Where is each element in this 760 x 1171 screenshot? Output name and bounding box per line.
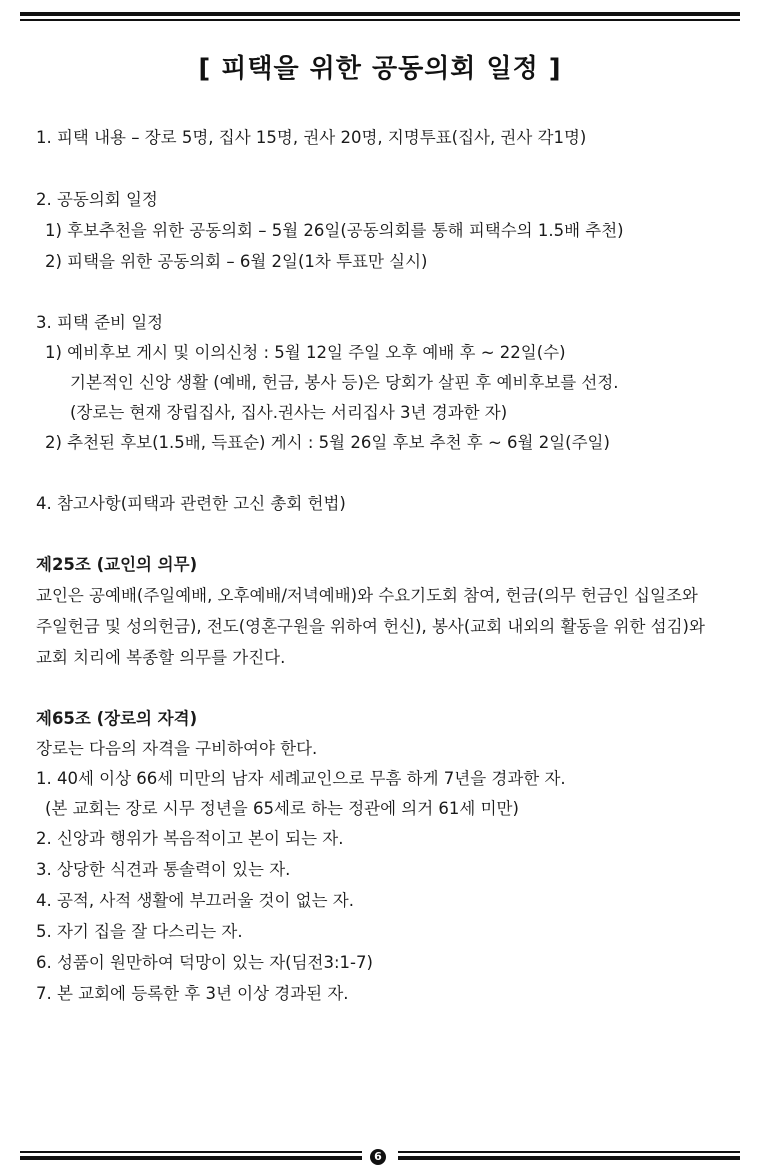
section-3-item-2: 2) 추천된 후보(1.5배, 득표순) 게시 : 5월 26일 후보 추천 후 ~ 6월 2일(주일) — [45, 433, 610, 452]
page-number-badge: 6 — [370, 1149, 386, 1165]
article-65-item-1-note: (본 교회는 장로 시무 정년을 65세로 하는 정관에 의거 61세 미만) — [45, 799, 519, 818]
article-65-item-5: 5. 자기 집을 잘 다스리는 자. — [36, 922, 243, 941]
section-2-heading: 2. 공동의회 일정 — [36, 190, 158, 209]
article-65-item-1: 1. 40세 이상 66세 미만의 남자 세례교인으로 무흠 하게 7년을 경과한 자. — [36, 769, 566, 788]
section-3-item-1-note-1: 기본적인 신앙 생활 (예배, 헌금, 봉사 등)은 당회가 살핀 후 예비후보를 선정. — [70, 373, 619, 392]
section-4: 4. 참고사항(피택과 관련한 고신 총회 헌법) — [36, 494, 346, 513]
section-3-item-1-note-2: (장로는 현재 장립집사, 집사.권사는 서리집사 3년 경과한 자) — [70, 403, 508, 422]
article-25-heading: 제25조 (교인의 의무) — [36, 555, 198, 574]
article-25-line-1: 교인은 공예배(주일예배, 오후예배/저녁예배)와 수요기도회 참여, 헌금(의무 헌금인 십일조와 — [36, 586, 698, 605]
footer-rule-left — [20, 1151, 362, 1153]
section-3-item-1: 1) 예비후보 게시 및 이의신청 : 5월 12일 주일 오후 예배 후 ~ 22일(수) — [45, 343, 566, 362]
article-65-item-7: 7. 본 교회에 등록한 후 3년 이상 경과된 자. — [36, 984, 349, 1003]
top-rule — [20, 12, 740, 21]
footer-rule-left-thick — [20, 1156, 362, 1160]
page-footer — [20, 1150, 740, 1164]
section-2-item-1: 1) 후보추천을 위한 공동의회 – 5월 26일(공동의회를 통해 피택수의 1.5배 추천) — [45, 221, 624, 240]
section-3-heading: 3. 피택 준비 일정 — [36, 313, 164, 332]
section-2-item-2: 2) 피택을 위한 공동의회 – 6월 2일(1차 투표만 실시) — [45, 252, 428, 271]
page-title: [ 피택을 위한 공동의회 일정 ] — [198, 54, 562, 84]
footer-rule-right-thick — [398, 1156, 740, 1160]
section-1: 1. 피택 내용 – 장로 5명, 집사 15명, 권사 20명, 지명투표(집사, 권사 각1명) — [36, 128, 587, 147]
footer-rule-right — [398, 1151, 740, 1153]
article-65-intro: 장로는 다음의 자격을 구비하여야 한다. — [36, 739, 318, 758]
article-25-line-3: 교회 치리에 복종할 의무를 가진다. — [36, 648, 286, 667]
article-65-item-6: 6. 성품이 원만하여 덕망이 있는 자(딤전3:1-7) — [36, 953, 373, 972]
article-65-item-4: 4. 공적, 사적 생활에 부끄러울 것이 없는 자. — [36, 891, 354, 910]
article-65-item-2: 2. 신앙과 행위가 복음적이고 본이 되는 자. — [36, 829, 344, 848]
article-25-line-2: 주일헌금 및 성의헌금), 전도(영혼구원을 위하여 헌신), 봉사(교회 내외의 활동을 위한 섬김)와 — [36, 617, 705, 636]
article-65-heading: 제65조 (장로의 자격) — [36, 709, 198, 728]
article-65-item-3: 3. 상당한 식견과 통솔력이 있는 자. — [36, 860, 291, 879]
